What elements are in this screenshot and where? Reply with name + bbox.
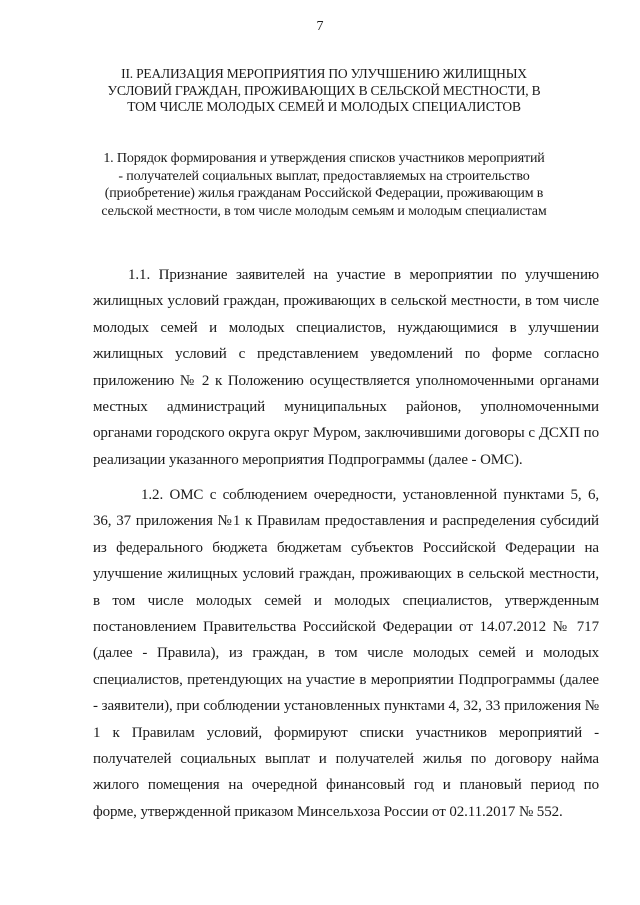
section-title: II. РЕАЛИЗАЦИЯ МЕРОПРИЯТИЯ ПО УЛУЧШЕНИЮ ЖИЛИЩНЫХ УСЛОВИЙ ГРАЖДАН, ПРОЖИВАЮЩИХ В СЕЛЬСКОЙ МЕСТНОСТИ, В ТОМ ЧИСЛЕ МОЛОДЫХ СЕМЕЙ И МОЛОДЫХ СПЕЦИАЛИСТОВ <box>107 66 541 114</box>
paragraph-1-1: 1.1. Признание заявителей на участие в мероприятии по улучшению жилищных условий граждан, проживающих в сельской местности, в том числе молодых семей и молодых специалистов, нуждающимися в улучшении жилищных условий с представлением уведомлений по форме согласно приложению № 2 к Положению осуществляется уполномоченными органами местных администраций муниципальных районов, уполномоченными органами городского округа округ Муром, заключившими договоры с ДСХП по реализации указанного мероприятия Подпрограммы (далее - ОМС). <box>93 267 599 468</box>
paragraph-1-2: 1.2. ОМС с соблюдением очередности, установленной пунктами 5, 6, 36, 37 приложения №1 к Правилам предоставления и распределения субсидий из федерального бюджета бюджетам субъектов Российской Федерации на улучшение жилищных условий граждан, проживающих в сельской местности, в том числе молодых семей и молодых специалистов, утвержденным постановлением Правительства Российской Федерации от 14.07.2012 № 717 (далее - Правила), из граждан, в том числе молодых семей и молодых специалистов, претендующих на участие в мероприятии Подпрограммы (далее - заявители), при соблюдении установленных пунктами 4, 32, 33 приложения № 1 к Правилам условий, формируют списки участников мероприятий - получателей социальных выплат и получателей жилья по договору найма жилого помещения на очередной финансовый год и плановый период по форме, утвержденной приказом Минсельхоза России от 02.11.2017 № 552. <box>93 487 599 820</box>
subsection-title: 1. Порядок формирования и утверждения списков участников мероприятий - получателей социальных выплат, предоставляемых на строительство (приобретение) жилья гражданам Российской Федерации, проживающим в сельской местности, в том числе молодым семьям и молодым специалистам <box>101 151 547 219</box>
page-number: 7 <box>316 19 324 34</box>
